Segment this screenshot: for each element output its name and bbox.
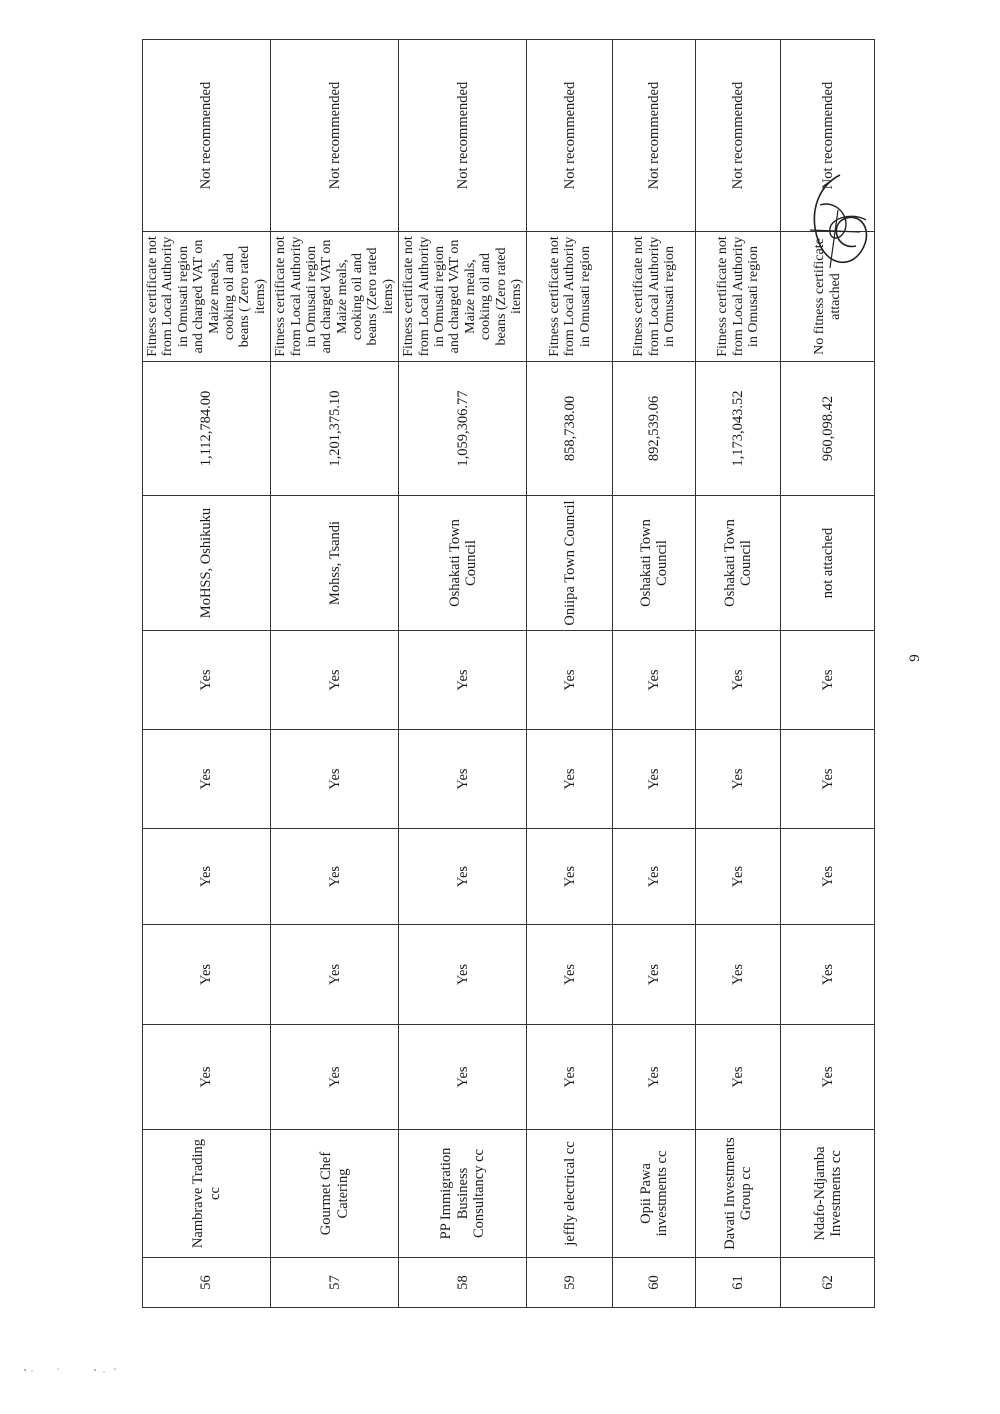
criterion-cell: Yes	[399, 1025, 527, 1130]
table-row	[271, 40, 399, 1308]
criterion-cell: Yes	[143, 631, 271, 730]
recommendation: Not recommended	[143, 40, 271, 232]
fitness-issuer: MoHSS, Oshikuku	[143, 496, 271, 631]
recommendation: Not recommended	[781, 40, 875, 232]
criterion-cell: Yes	[781, 829, 875, 925]
row-number: 61	[696, 1258, 781, 1308]
row-number: 62	[781, 1258, 875, 1308]
bid-amount: 1,059,306.77	[399, 362, 527, 496]
criterion-cell: Yes	[613, 925, 696, 1025]
evaluation-remark: Fitness certificate not from Local Authority in Omusati region and charged VAT on Maize meals, cooking oil and beans (Zero rated items)	[271, 232, 399, 362]
row-number: 58	[399, 1258, 527, 1308]
criterion-cell: Yes	[271, 1025, 399, 1130]
criterion-cell: Yes	[271, 730, 399, 829]
bid-amount: 892,539.06	[613, 362, 696, 496]
bid-evaluation-table	[142, 39, 875, 1308]
bidder-name: jeffly electrical cc	[527, 1130, 613, 1258]
fitness-issuer: Oshakati Town Council	[399, 496, 527, 631]
row-number: 59	[527, 1258, 613, 1308]
criterion-cell: Yes	[696, 829, 781, 925]
row-number: 60	[613, 1258, 696, 1308]
fitness-issuer: Oshakati Town Council	[696, 496, 781, 631]
bidder-name: Gourmet Chef Catering	[271, 1130, 399, 1258]
criterion-cell: Yes	[399, 829, 527, 925]
page-number: 9	[907, 654, 923, 662]
bidder-name: Davati Investments Group cc	[696, 1130, 781, 1258]
fitness-issuer: Mohss, Tsandi	[271, 496, 399, 631]
evaluation-remark: No fitness certificate attached	[781, 232, 875, 362]
signature-mark	[800, 170, 880, 280]
scan-specks	[20, 1360, 120, 1380]
recommendation: Not recommended	[613, 40, 696, 232]
criterion-cell: Yes	[781, 1025, 875, 1130]
evaluation-remark: Fitness certificate not from Local Authority in Omusati region	[527, 232, 613, 362]
evaluation-remark: Fitness certificate not from Local Authority in Omusati region	[613, 232, 696, 362]
criterion-cell: Yes	[271, 829, 399, 925]
criterion-cell: Yes	[527, 730, 613, 829]
bid-amount: 1,112,784.00	[143, 362, 271, 496]
bid-amount: 858,738.00	[527, 362, 613, 496]
criterion-cell: Yes	[613, 1025, 696, 1130]
criterion-cell: Yes	[399, 925, 527, 1025]
criterion-cell: Yes	[781, 730, 875, 829]
criterion-cell: Yes	[271, 631, 399, 730]
fitness-issuer: Oniipa Town Council	[527, 496, 613, 631]
criterion-cell: Yes	[696, 730, 781, 829]
criterion-cell: Yes	[527, 1025, 613, 1130]
criterion-cell: Yes	[781, 925, 875, 1025]
criterion-cell: Yes	[613, 829, 696, 925]
bidder-name: Nambrave Trading cc	[143, 1130, 271, 1258]
criterion-cell: Yes	[399, 730, 527, 829]
criterion-cell: Yes	[527, 925, 613, 1025]
table-row	[696, 40, 781, 1308]
criterion-cell: Yes	[143, 730, 271, 829]
recommendation: Not recommended	[399, 40, 527, 232]
evaluation-remark: Fitness certificate not from Local Authority in Omusati region and charged VAT on Maize meals, cooking oil and beans ( Zero rated items)	[143, 232, 271, 362]
recommendation: Not recommended	[696, 40, 781, 232]
criterion-cell: Yes	[527, 631, 613, 730]
bid-amount: 1,173,043.52	[696, 362, 781, 496]
evaluation-remark: Fitness certificate not from Local Authority in Omusati region	[696, 232, 781, 362]
criterion-cell: Yes	[613, 730, 696, 829]
bidder-name: PP Immigration Business Consultancy cc	[399, 1130, 527, 1258]
criterion-cell: Yes	[143, 925, 271, 1025]
criterion-cell: Yes	[143, 1025, 271, 1130]
criterion-cell: Yes	[613, 631, 696, 730]
evaluation-remark: Fitness certificate not from Local Authority in Omusati region and charged VAT on Maize meals, cooking oil and beans (Zero rated items)	[399, 232, 527, 362]
criterion-cell: Yes	[696, 631, 781, 730]
table-row	[399, 40, 527, 1308]
table-row	[143, 40, 271, 1308]
table-row	[613, 40, 696, 1308]
criterion-cell: Yes	[781, 631, 875, 730]
criterion-cell: Yes	[271, 925, 399, 1025]
fitness-issuer: Oshakati Town Council	[613, 496, 696, 631]
criterion-cell: Yes	[696, 1025, 781, 1130]
criterion-cell: Yes	[143, 829, 271, 925]
table-row	[527, 40, 613, 1308]
criterion-cell: Yes	[399, 631, 527, 730]
fitness-issuer: not attached	[781, 496, 875, 631]
bidder-name: Opii Pawa investments cc	[613, 1130, 696, 1258]
recommendation: Not recommended	[527, 40, 613, 232]
criterion-cell: Yes	[696, 925, 781, 1025]
bid-amount: 1,201,375.10	[271, 362, 399, 496]
bidder-name: Ndafo-Ndjamba Investments cc	[781, 1130, 875, 1258]
recommendation: Not recommended	[271, 40, 399, 232]
criterion-cell: Yes	[527, 829, 613, 925]
rotated-table-wrapper	[142, 40, 844, 1308]
row-number: 56	[143, 1258, 271, 1308]
row-number: 57	[271, 1258, 399, 1308]
bid-amount: 960,098.42	[781, 362, 875, 496]
